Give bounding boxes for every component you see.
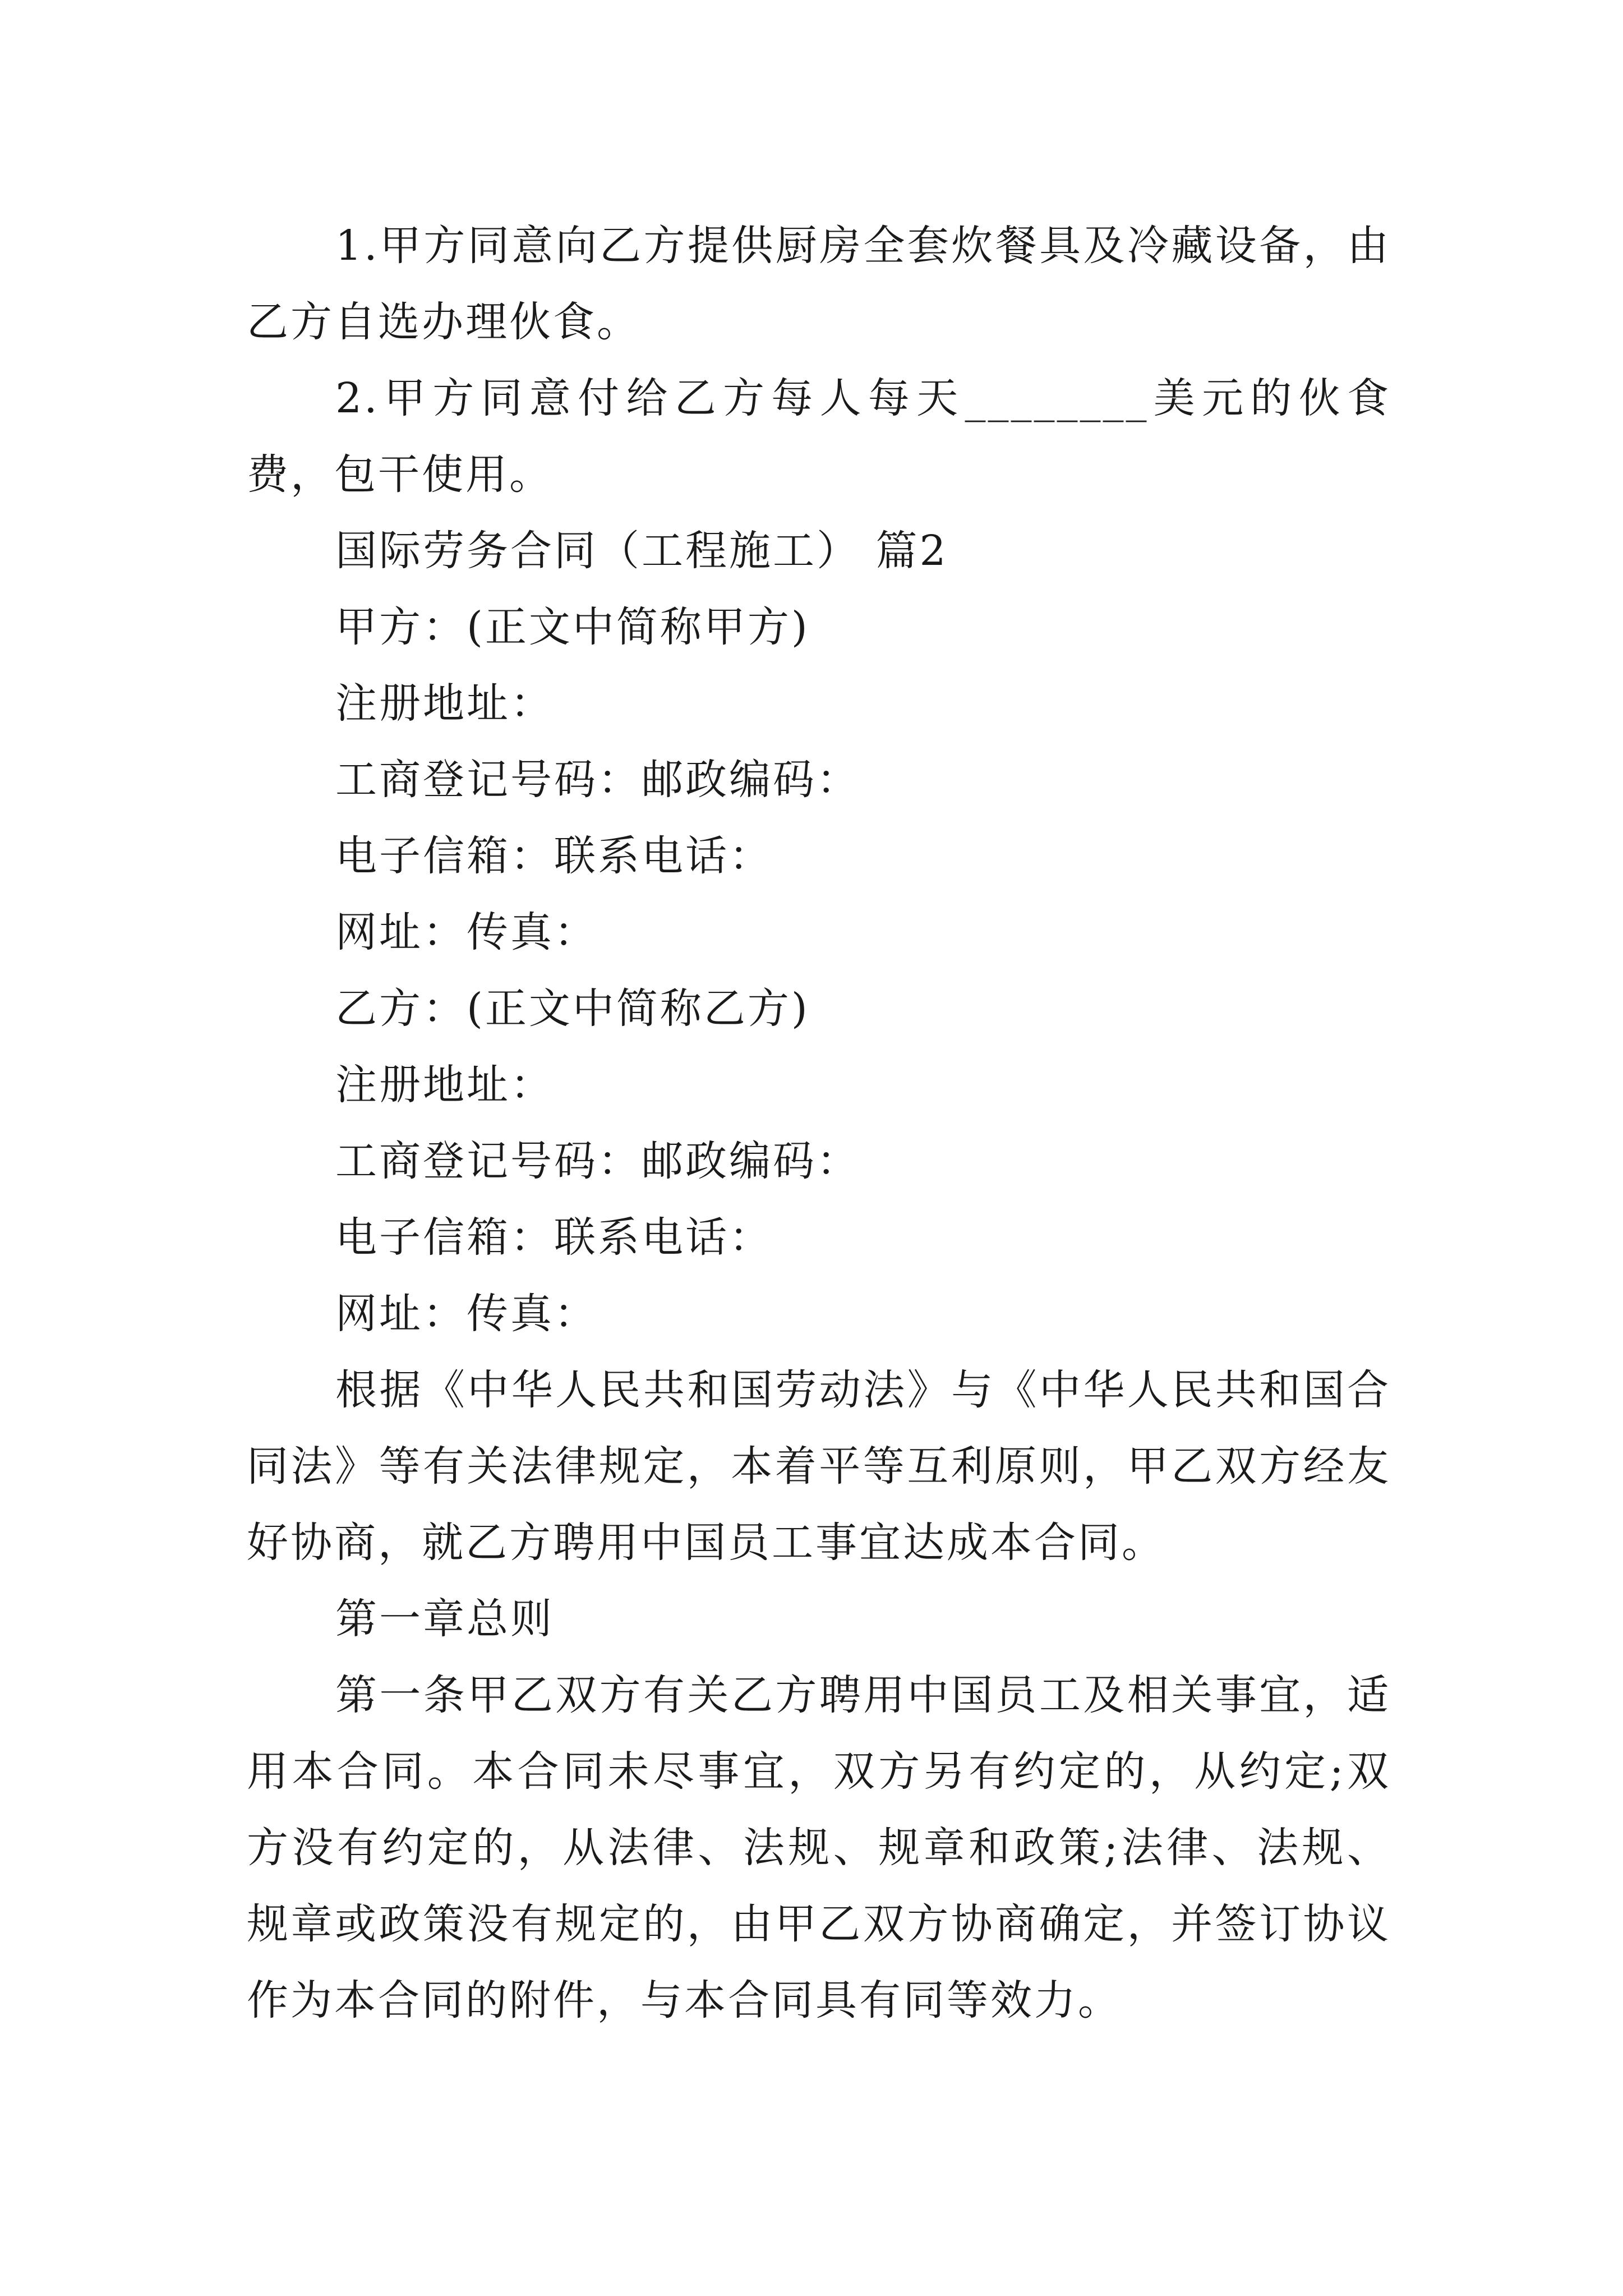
- chapter-heading: 第一章总则: [335, 1595, 554, 1643]
- contract-title: 国际劳务合同（工程施工） 篇2: [335, 527, 948, 575]
- party-a-label: 甲方：(正文中简称甲方): [335, 603, 810, 651]
- party-b-label: 乙方：(正文中简称乙方): [335, 984, 810, 1033]
- party-a-website-fax: 网址：传真：: [335, 908, 598, 956]
- party-a-registration: 工商登记号码：邮政编码：: [335, 756, 860, 804]
- paragraph-meal-allowance: 2.甲方同意付给乙方每人每天________美元的伙食费，包干使用。: [247, 374, 1391, 499]
- paragraph-legal-basis: 根据《中华人民共和国劳动法》与《中华人民共和国合同法》等有关法律规定，本着平等互利原则，甲乙双方经友好协商，就乙方聘用中国员工事宜达成本合同。: [247, 1366, 1391, 1567]
- article-one: 第一条甲乙双方有关乙方聘用中国员工及相关事宜，适用本合同。本合同未尽事宜，双方另有约定的，从约定;双方没有约定的，从法律、法规、规章和政策;法律、法规、规章或政策没有规定的，由甲乙双方协商确定，并签订协议作为本合同的附件，与本合同具有同等效力。: [247, 1671, 1391, 2024]
- party-b-website-fax: 网址：传真：: [335, 1290, 598, 1338]
- party-b-address: 注册地址：: [335, 1061, 554, 1109]
- party-b-email-phone: 电子信箱：联系电话：: [335, 1213, 773, 1262]
- party-b-registration: 工商登记号码：邮政编码：: [335, 1137, 860, 1185]
- document-body: [247, 208, 1391, 2039]
- paragraph-meal-equipment: 1.甲方同意向乙方提供厨房全套炊餐具及冷藏设备，由乙方自选办理伙食。: [247, 222, 1391, 346]
- party-a-address: 注册地址：: [335, 679, 554, 728]
- party-a-email-phone: 电子信箱：联系电话：: [335, 832, 773, 880]
